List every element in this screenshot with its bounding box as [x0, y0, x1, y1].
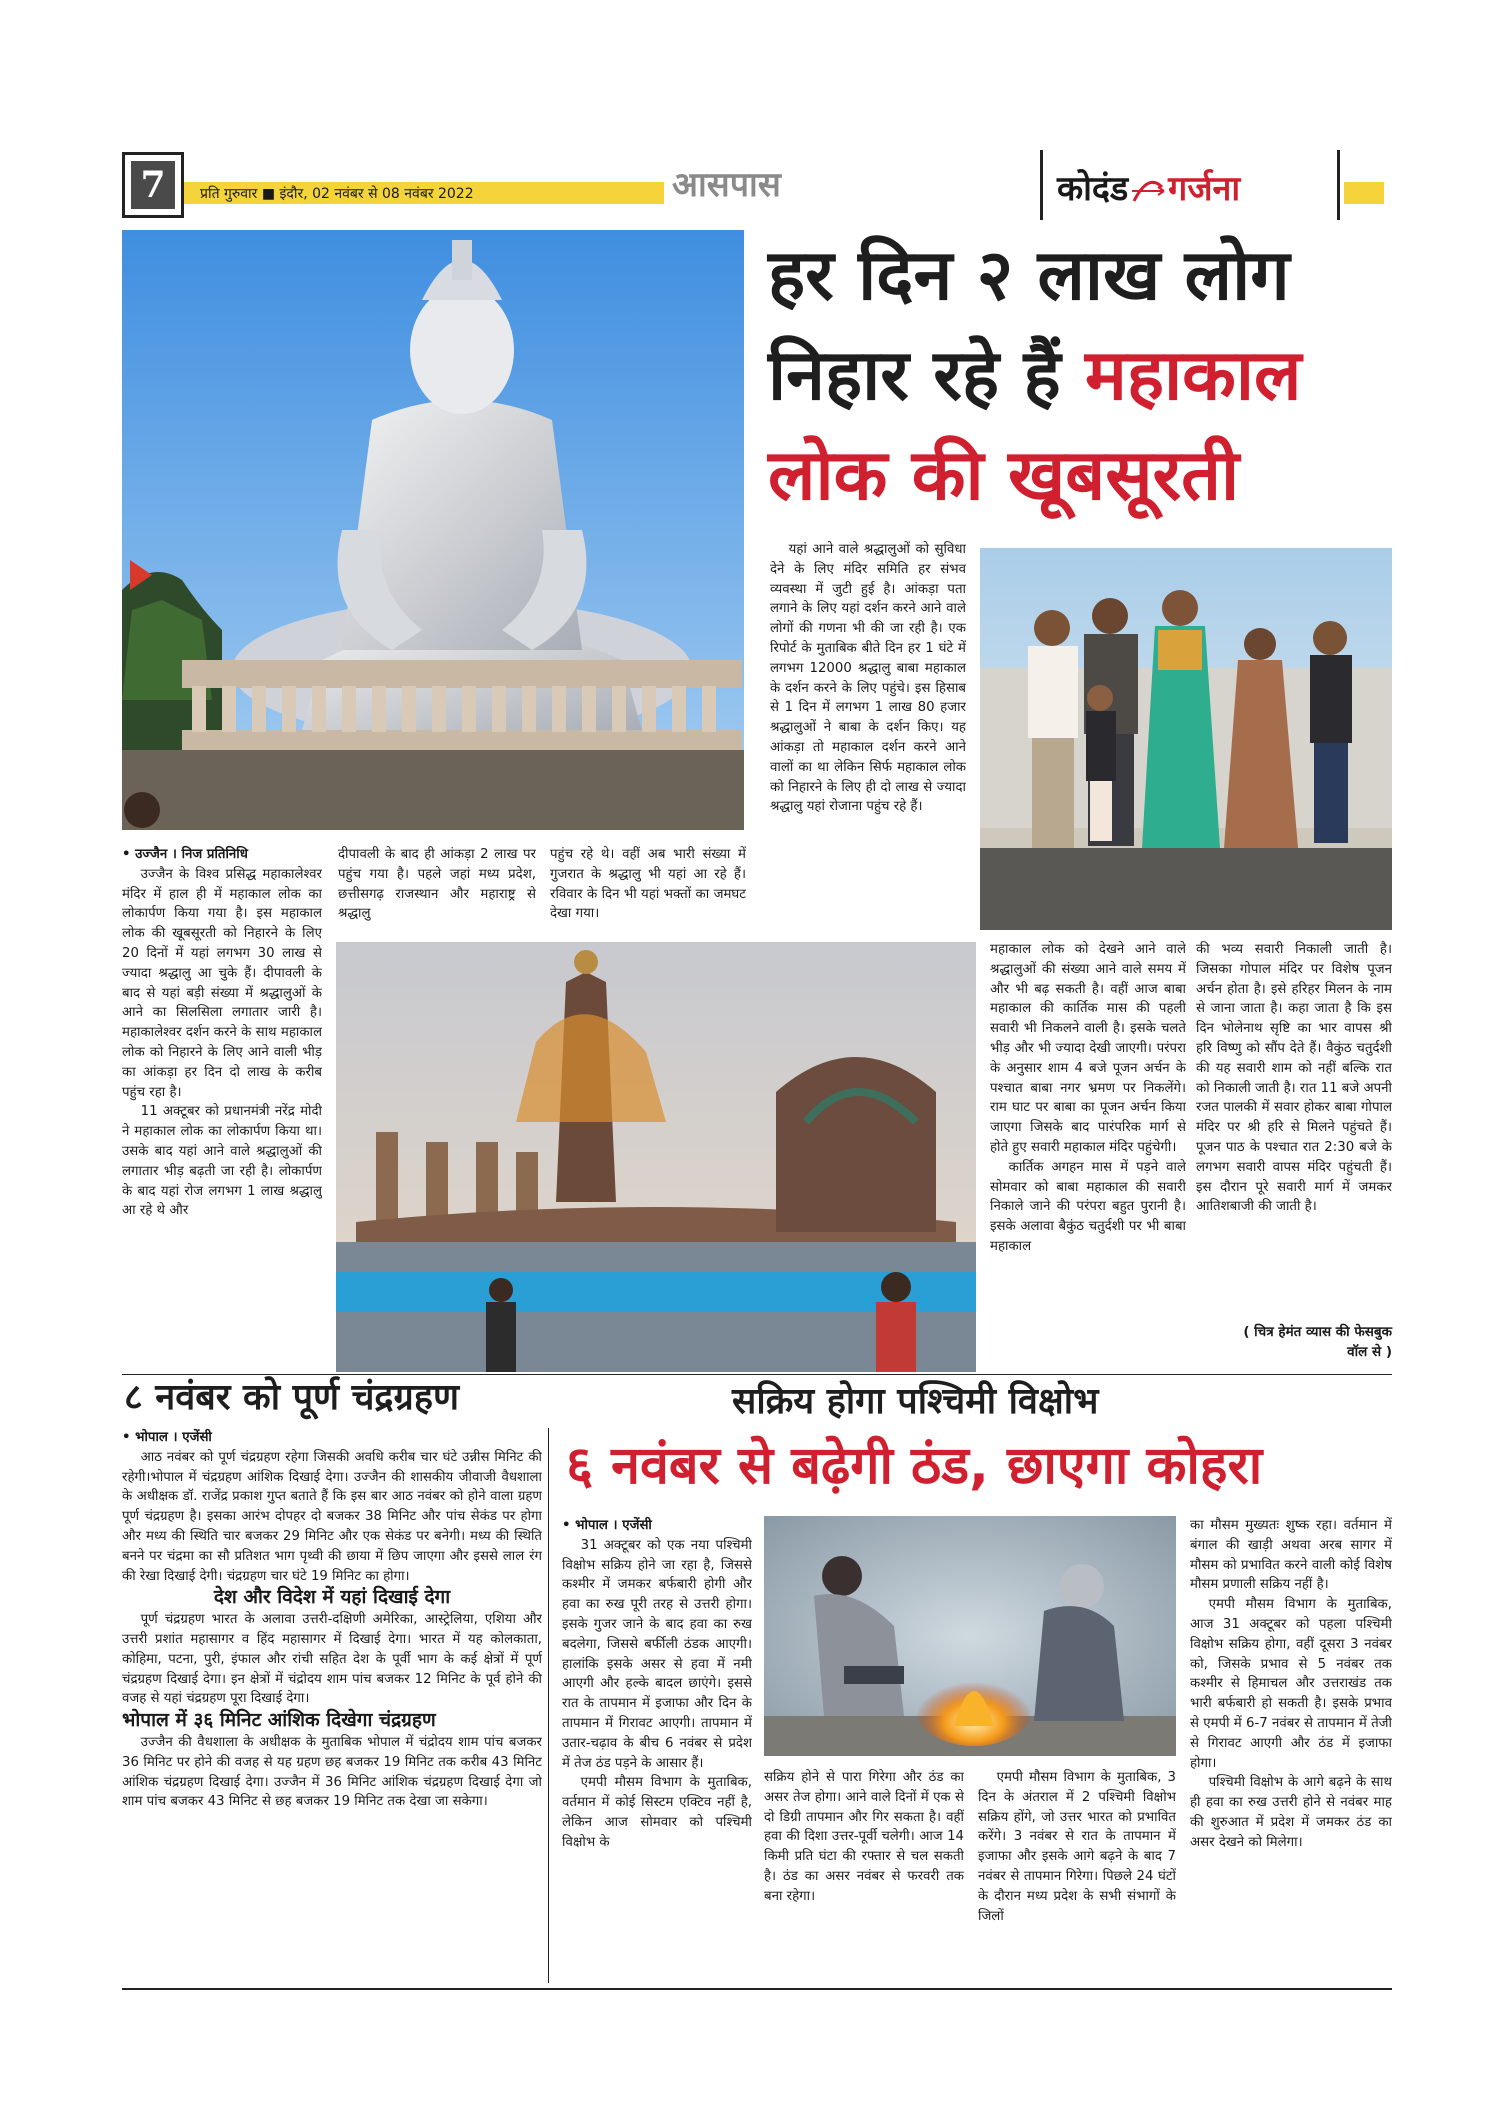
story2-dateline: • भोपाल । एजेंसी — [122, 1430, 212, 1445]
logo-part-2: गर्जना — [1168, 169, 1241, 209]
logo-part-1: कोदंड — [1057, 169, 1129, 209]
story3-col4-para1: का मौसम मुख्यतः शुष्क रहा। वर्तमान में बंगाल की खाड़ी अथवा अरब सागर में मौसम को प्रभावित करने वाली कोई विशेष मौसम प्रणाली सक्रिय नहीं है। — [1190, 1518, 1392, 1593]
story2-headline: ८ नवंबर को पूर्ण चंद्रग्रहण — [124, 1377, 460, 1418]
story3-col1-para2: एमपी मौसम विभाग के मुताबिक, वर्तमान में कोई सिस्टम एक्टिव नहीं है, लेकिन आज सोमवार को पश्चिमी विक्षोभ के — [562, 1775, 752, 1850]
page-number: 7 — [131, 161, 175, 209]
story3-col4 — [1190, 1516, 1392, 1978]
story1-col1 — [122, 845, 322, 1430]
divider-vertical — [548, 1428, 549, 1983]
story1-headline-line2 — [768, 334, 1302, 416]
story1-col1-para2: 11 अक्टूबर को प्रधानमंत्री नरेंद्र मोदी ने महाकाल लोक का लोकार्पण किया था। उसके बाद यहां आने वाले श्रद्धालुओं की लगातार भीड़ बढ़ती जा रही है। लोकार्पण के बाद यहां रोज लगभग 1 लाख श्रद्धालु आ रहे थे और — [122, 1104, 322, 1219]
story3-col1-para1: 31 अक्टूबर को एक नया पश्चिमी विक्षोभ सक्रिय होने जा रहा है, जिससे कश्मीर में जमकर बर्फबारी होगी और हवा का रुख पूरी तरह से उत्तरी होगा। इसके गुजर जाने के बाद हवा का रुख बदलेगा, जिससे बर्फीली ठंडक आएगी। हालांकि इसके असर से हवा में नमी आएगी और हल्के बादल छाएंगे। इससे रात के तापमान में इजाफा और दिन के तापमान में गिरावट आएगी। तापमान में उतार-चढ़ाव के बीच 6 नवंबर से प्रदेश में तेज ठंड पड़ने के आसार हैं। — [562, 1537, 752, 1771]
story1-col3 — [550, 845, 746, 945]
story3-col4-para2: एमपी मौसम विभाग के मुताबिक, आज 31 अक्टूबर को पहला पश्चिमी विक्षोभ सक्रिय होगा, वहीं दूसरा 3 नवंबर को, जिसके प्रभाव से 5 नवंबर तक कश्मीर से हिमाचल और उत्तराखंड तक भारी बर्फबारी हो सकती है। इसके प्रभाव से एमपी में 6-7 नवंबर से तापमान में तेजी से गिरावट आएगी और ठंड में इजाफा होगा। — [1190, 1597, 1392, 1771]
shiva-statue-photo — [122, 230, 744, 830]
story1-col5-para2: कार्तिक अगहन मास में पड़ने वाले सोमवार को बाबा महाकाल की सवारी निकाले जाने की परंपरा बहुत पुरानी है। इसके अलावा बैकुंठ चतुर्दशी पर भी बाबा महाकाल — [990, 1159, 1186, 1254]
masthead-logo — [1040, 150, 1340, 220]
story3-col3-para: एमपी मौसम विभाग के मुताबिक, 3 दिन के अंतराल में 2 पश्चिमी विक्षोभ सक्रिय होंगे, जो उत्तर भारत को प्रभावित करेंगे। 3 नवंबर से रात के तापमान में इजाफा और इसके आगे बढ़ने के बाद 7 नवंबर से तापमान गिरेगा। पिछले 24 घंटों के दौरान मध्य प्रदेश के सभी संभागों के जिलों — [978, 1770, 1176, 1924]
story1-headline-line3: लोक की खूबसूरती — [768, 434, 1240, 516]
family-photo — [980, 548, 1392, 930]
story3-headline: ६ नवंबर से बढ़ेगी ठंड, छाएगा कोहरा — [566, 1436, 1263, 1496]
story3-dateline: • भोपाल । एजेंसी — [562, 1518, 652, 1533]
story1-col6 — [1196, 940, 1392, 1310]
divider-bottom — [122, 1988, 1392, 1990]
section-title: आसपास — [672, 165, 781, 205]
story2-para2: पूर्ण चंद्रग्रहण भारत के अलावा उत्तरी-दक्षिणी अमेरिका, आस्ट्रेलिया, एशिया और उत्तरी प्रशांत महासागर व हिंद महासागर में दिखाई देगा। भारत में यह कोलकाता, कोहिमा, पटना, पुरी, इंफाल और रांची सहित देश के पूर्वी भाग के कई क्षेत्रों में पूर्ण चंद्रग्रहण दिखाई देगा। इन क्षेत्रों में चंद्रोदय शाम पांच बजकर 12 मिनिट के पूर्व होने की वजह से यहां चंद्रग्रहण पूरा दिखाई देगा। — [122, 1612, 542, 1707]
story1-col6-para: की भव्य सवारी निकाली जाती है। जिसका गोपाल मंदिर पर विशेष पूजन अर्चन होता है। इसे हरिहर मिलन के नाम से जाना जाता है। कहा जाता है कि इस दिन भोलेनाथ सृष्टि का भार वापस श्री हरि विष्णु को सौंप देते हैं। वैकुंठ चतुर्दशी की यह सवारी शाम को नहीं बल्कि रात को निकाली जाती है। रात 11 बजे अपनी रजत पालकी में सवार होकर बाबा गोपाल मंदिर पर श्री हरि से मिलने पहुंचते हैं। पूजन पाठ के पश्चात रात 2:30 बजे के लगभग सवारी वापस मंदिर पहुंचती हैं। इस दौरान पूरे सवारी मार्ग में जमकर आतिशबाजी की जाती है। — [1196, 942, 1392, 1215]
story1-headline-line2b: महाकाल — [1085, 334, 1302, 416]
story1-col4 — [770, 540, 966, 940]
story3-col1 — [562, 1516, 752, 1976]
story2-para3: उज्जैन की वैधशाला के अधीक्षक के मुताबिक भोपाल में चंद्रोदय शाम पांच बजकर 36 मिनिट पर होने की वजह से यह ग्रहण छह बजकर 19 मिनिट तक करीब 43 मिनिट आंशिक चंद्रग्रहण दिखाई देगा। उज्जैन में 36 मिनिट आंशिक चंद्रग्रहण दिखाई देगा जो शाम पांच बजकर 43 मिनिट से छह बजकर 19 मिनिट तक देखा जा सकेगा। — [122, 1734, 542, 1810]
story1-col5 — [990, 940, 1186, 1370]
story2-subhead2: भोपाल में ३६ मिनिट आंशिक दिखेगा चंद्रग्रहण — [122, 1709, 436, 1732]
story1-col2 — [338, 845, 536, 945]
photo-credit: ( चित्र हेमंत व्यास की फेसबुक वॉल से ) — [1243, 1324, 1392, 1360]
story3-col2-para: सक्रिय होने से पारा गिरेगा और ठंड का असर तेज होगा। आने वाले दिनों में एक से दो डिग्री तापमान और गिर सकता है। वहीं हवा की दिशा उत्तर-पूर्वी चलेगी। आज 14 किमी प्रति घंटा की रफ्तार से चल सकती है। ठंड का असर नवंबर से फरवरी तक बना रहेगा। — [764, 1770, 964, 1904]
page-number-box — [122, 152, 184, 218]
bonfire-photo — [764, 1516, 1176, 1756]
story1-col1-para1: उज्जैन के विश्व प्रसिद्ध महाकालेश्वर मंदिर में हाल ही में महाकाल लोक का लोकार्पण किया गया है। इस महाकाल लोक की खूबसूरती को निहारने के लिए 20 दिनों में यहां लगभग 30 लाख से ज्यादा श्रद्धालु आ चुके हैं। दीपावली के बाद से यहां बड़ी संख्या में श्रद्धालुओं के आने का सिलसिला लगातार जारी है। महाकालेश्वर दर्शन करने के साथ महाकाल लोक को निहारने के लिए आने वाली भीड़ का आंकड़ा हर दिन दो लाख के करीब पहुंच रहा है। — [122, 866, 322, 1100]
story1-col4-para: यहां आने वाले श्रद्धालुओं को सुविधा देने के लिए मंदिर समिति हर संभव व्यवस्था में जुटी हुई है। आंकड़ा पता लगाने के लिए यहां दर्शन करने आने वाले लोगों की गणना भी की जा रही है। एक रिपोर्ट के मुताबिक बीते दिन हर 1 घंटे में लगभग 12000 श्रद्धालु बाबा महाकाल के दर्शन करने के लिए पहुंचे। इस हिसाब से 1 दिन में लगभग 1 लाख 80 हजार श्रद्धालुओं ने बाबा के दर्शन किए। यह आंकड़ा तो महाकाल दर्शन करने आने वालों का था लेकिन सिर्फ महाकाल लोक को निहारने के लिए ही दो लाख से ज्यादा श्रद्धालु यहां रोजाना पहुंच रहे हैं। — [770, 542, 966, 815]
sculpture-photo — [336, 942, 976, 1372]
story3-col2 — [764, 1768, 964, 1978]
story1-col3-para: पहुंच रहे थे। वहीं अब भारी संख्या में गुजरात के श्रद्धालु भी यहां आ रहे हैं। रविवार के दिन भी यहां भक्तों का जमघट देखा गया। — [550, 847, 746, 922]
story2-body — [122, 1428, 542, 1988]
story1-col2-para: दीपावली के बाद ही आंकड़ा 2 लाख पर पहुंच गया है। पहले जहां मध्य प्रदेश, छत्तीसगढ़ राजस्थान और महाराष्ट्र से श्रद्धालु — [338, 847, 536, 922]
divider-top — [122, 1374, 1392, 1375]
story3-col4-para3: पश्चिमी विक्षोभ के आगे बढ़ने के साथ ही हवा का रुख उत्तरी होने से नवंबर माह की शुरुआत में प्रदेश में जमकर ठंड का असर देखने को मिलेगा। — [1190, 1775, 1392, 1850]
header-dateline: प्रति गुरुवार ■ इंदौर, 02 नवंबर से 08 नवंबर 2022 — [200, 186, 474, 202]
story3-col3 — [978, 1768, 1176, 1978]
story1-headline-line1: हर दिन २ लाख लोग — [768, 234, 1290, 316]
story1-dateline: • उज्जैन । निज प्रतिनिधि — [122, 847, 248, 862]
story1-headline-line2a: निहार रहे हैं — [768, 334, 1061, 416]
bow-arrow-icon — [1130, 177, 1166, 205]
header-bar-right — [1344, 182, 1384, 204]
story3-kicker: सक्रिय होगा पश्चिमी विक्षोभ — [732, 1381, 1099, 1422]
story2-para1: आठ नवंबर को पूर्ण चंद्रग्रहण रहेगा जिसकी अवधि करीब चार घंटे उन्नीस मिनिट की रहेगी।भोपाल में चंद्रग्रहण आंशिक दिखाई देगा। उज्जैन की शासकीय जीवाजी वैधशाला के अधीक्षक डॉ. राजेंद्र प्रकाश गुप्त बताते हैं कि इस बार आठ नवंबर को होने वाला ग्रहण पूर्ण चंद्रग्रहण है। इसका आरंभ दोपहर दो बजकर 38 मिनिट और पांच सेकंड पर होगा और मध्य की स्थिति चार बजकर 29 मिनिट और एक सेकंड पर बनेगी। मध्य की स्थिति बनने पर चंद्रमा का सौ प्रतिशत भाग पृथ्वी की छाया में छिप जाएगा और इससे लाल रंग की रेखा दिखाई देगी। चंद्रग्रहण चार घंटे 19 मिनिट का होगा। — [122, 1449, 542, 1584]
story1-col5-para1: महाकाल लोक को देखने आने वाले श्रद्धालुओं की संख्या आने वाले समय में और भी बढ़ सकती है। वहीं आज बाबा महाकाल की कार्तिक मास की पहली सवारी भी निकलने वाली है। इसके चलते भीड़ और भी ज्यादा देखी जाएगी। परंपरा के अनुसार शाम 4 बजे पूजन अर्चन के पश्चात बाबा नगर भ्रमण पर निकलेंगे। राम घाट पर बाबा का पूजन अर्चन किया जाएगा जिसके बाद पारंपरिक मार्ग से होते हुए सवारी महाकाल मंदिर पहुंचेगी। — [990, 942, 1186, 1155]
story2-subhead1: देश और विदेश में यहां दिखाई देगा — [213, 1586, 451, 1609]
